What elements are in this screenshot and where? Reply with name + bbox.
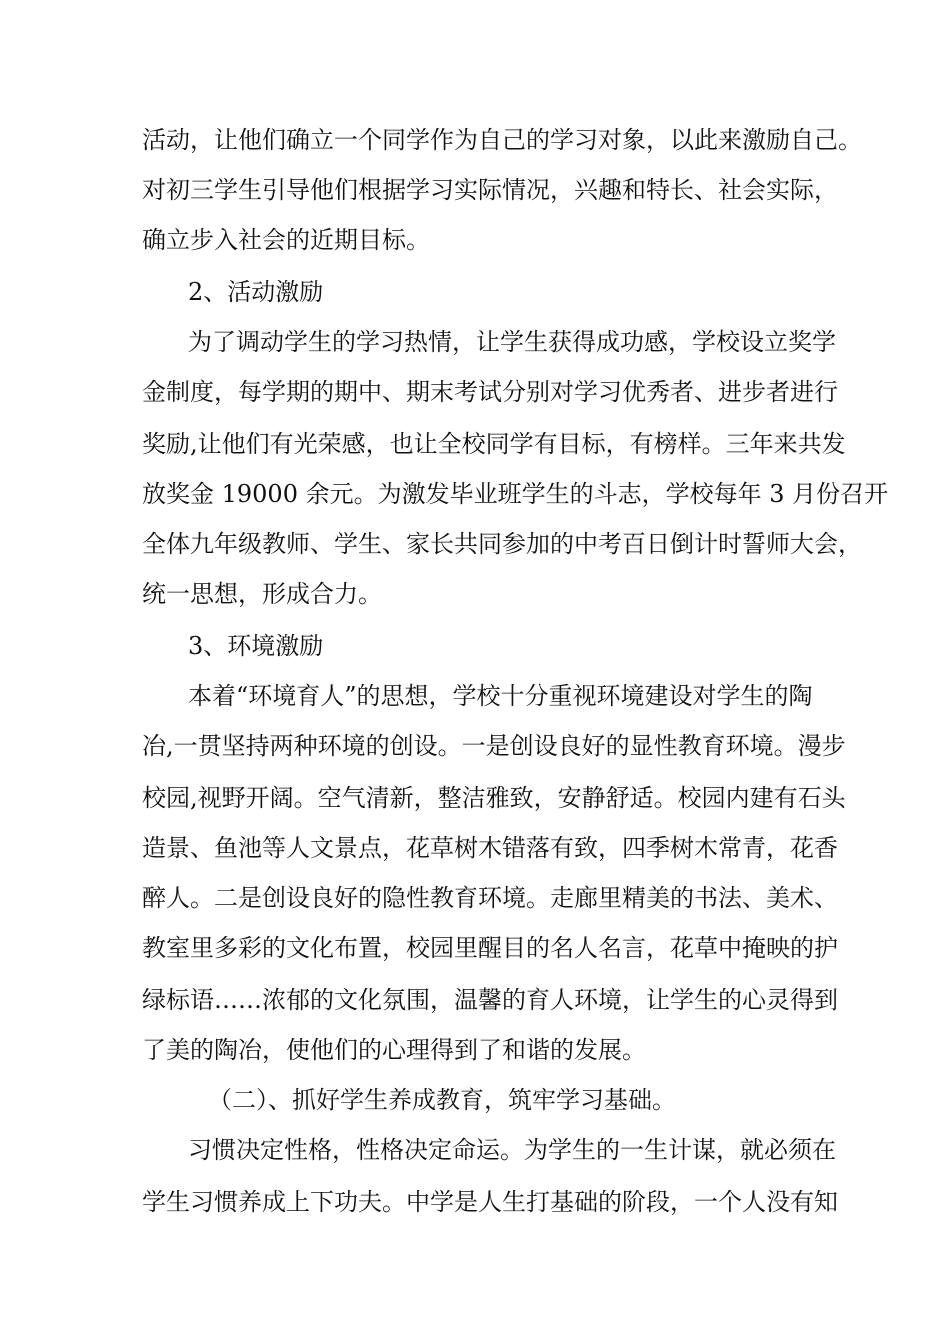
text-line: 金制度，每学期的期中、期末考试分别对学习优秀者、进步者进行 (142, 378, 838, 406)
text-line: 绿标语……浓郁的文化氛围，温馨的育人环境，让学生的心灵得到 (142, 986, 838, 1014)
text-line: 全体九年级教师、学生、家长共同参加的中考百日倒计时誓师大会， (142, 530, 862, 558)
text-line: 造景、鱼池等人文景点，花草树木错落有致，四季树木常青，花香 (142, 834, 838, 862)
text-line: 奖励,让他们有光荣感，也让全校同学有目标，有榜样。三年来共发 (142, 430, 846, 458)
text-line: 活动，让他们确立一个同学作为自己的学习对象，以此来激励自己。 (142, 126, 862, 154)
text-line: 为了调动学生的学习热情，让学生获得成功感，学校设立奖学 (188, 328, 836, 356)
text-line: 习惯决定性格，性格决定命运。为学生的一生计谋，就必须在 (188, 1136, 836, 1164)
section-heading: （二）、抓好学生养成教育，筑牢学习基础。 (208, 1086, 676, 1114)
text-line: 确立步入社会的近期目标。 (142, 226, 430, 254)
text-line: 醉人。二是创设良好的隐性教育环境。走廊里精美的书法、美术、 (142, 884, 838, 912)
text-line: 了美的陶冶，使他们的心理得到了和谐的发展。 (142, 1036, 646, 1064)
text-line: 教室里多彩的文化布置，校园里醒目的名人名言，花草中掩映的护 (142, 934, 838, 962)
text-line: 放奖金 19000 余元。为激发毕业班学生的斗志，学校每年 3 月份召开 (142, 480, 889, 508)
text-line: 校园,视野开阔。空气清新，整洁雅致，安静舒适。校园内建有石头 (142, 784, 846, 812)
text-line: 学生习惯养成上下功夫。中学是人生打基础的阶段，一个人没有知 (142, 1188, 838, 1216)
text-line: 冶,一贯坚持两种环境的创设。一是创设良好的显性教育环境。漫步 (142, 732, 846, 760)
text-line: 统一思想，形成合力。 (142, 580, 382, 608)
text-line: 对初三学生引导他们根据学习实际情况，兴趣和特长、社会实际， (142, 176, 838, 204)
section-heading: 3、环境激励 (188, 632, 324, 660)
text-line: 本着“环境育人”的思想，学校十分重视环境建设对学生的陶 (188, 682, 813, 710)
section-heading: 2、活动激励 (188, 278, 324, 306)
